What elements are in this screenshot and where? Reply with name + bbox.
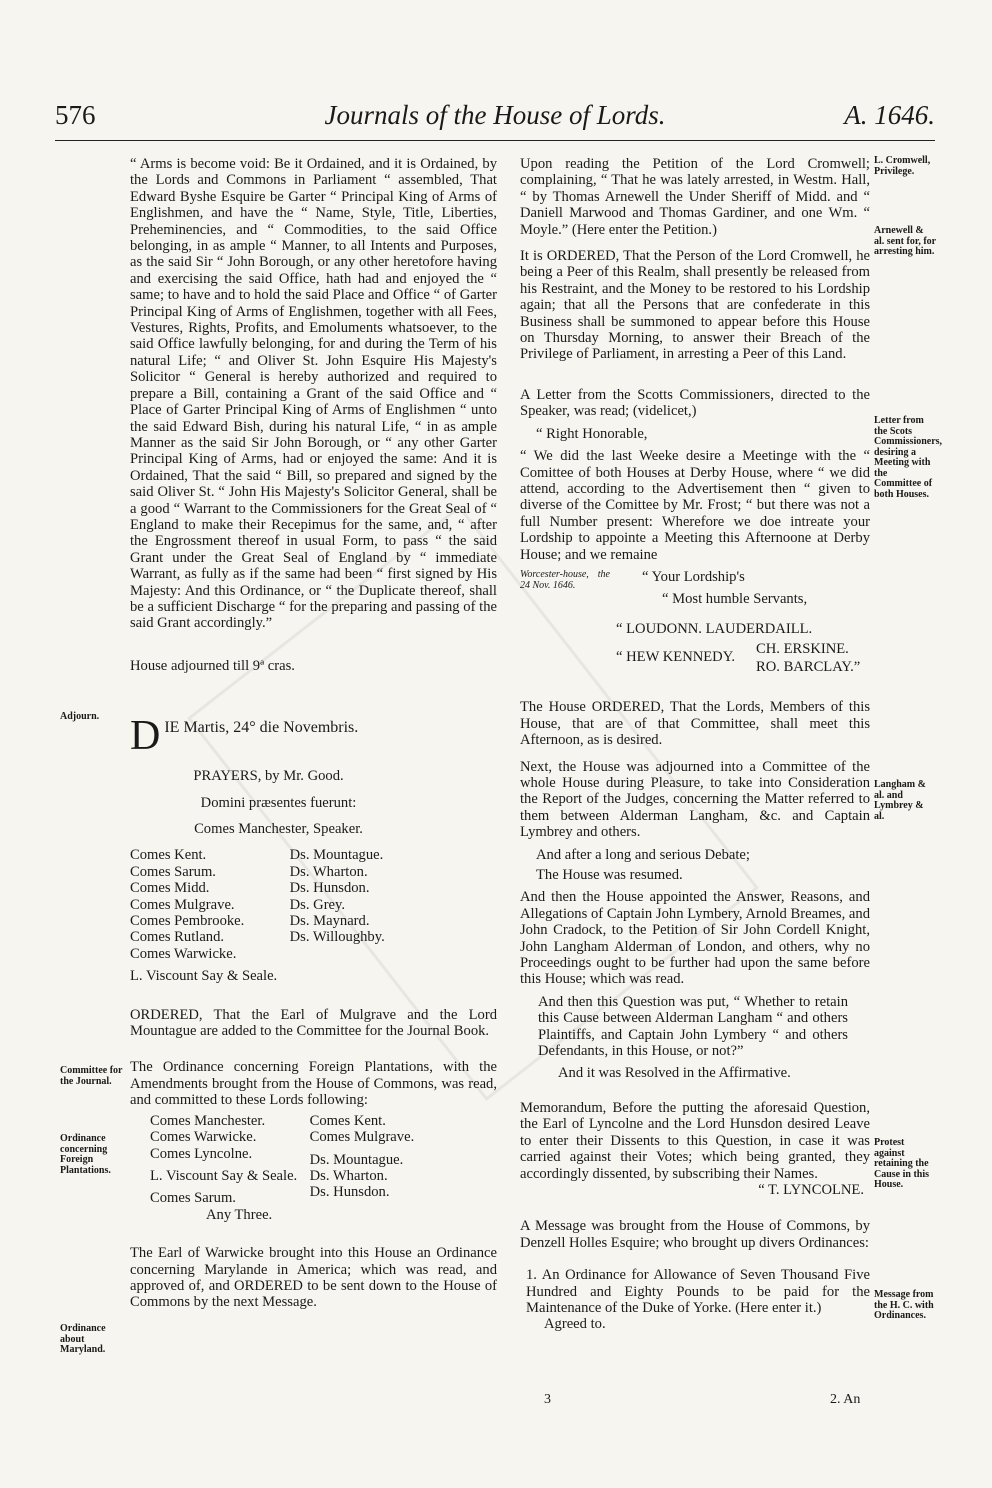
page-number: 576	[55, 100, 96, 130]
letter-closing	[520, 569, 870, 609]
plantations-text: The Ordinance concerning Foreign Plantations, with the Amendments brought from the House of Commons, was read, and committed to these Lords following:	[130, 1059, 497, 1109]
margin-note-protest: Protest against retaining the Cause in this House.	[874, 1137, 930, 1190]
left-column	[130, 156, 497, 1311]
letter-body: “ We did the last Weeke desire a Meetinge with the “ Comittee of both Houses at Derby House, where “ we did attend, according to the Advertisement then “ given to diverse of the Comittee by Mr. Frost; “ but there was not a full Number present: Wherefore we doe intreate your Lordship to appointe a Meeting this Afternoone at Derby House; and we remaine	[520, 448, 870, 563]
present-lords-list	[130, 847, 497, 962]
margin-note-message: Message from the H. C. with Ordinances.	[874, 1289, 934, 1321]
committee-whole: Next, the House was adjourned into a Committee of the whole House during Pleasure, to take into Consideration the Report of the Judges, concerning the Matter referred to them between Alderman Langham, &c. and Captain Lymbrey and others.	[520, 758, 870, 841]
ordinance-text: “ Arms is become void: Be it Ordained, and it is Ordained, by the Lords and Commons in Parliament “ assembled, That Edward Byshe Esquire be Garter “ Principal King of Arms of Englishmen, and have the “ Name, Style, Title, Liberties, Preheminencies, and “ Commodities, to the said Office belonging, in as ample “ Manner, to all Intents and Purposes, as the said Sir “ John Borough, or any other heretofore having and exercising the said Office, hath had and enjoyed the “ same; to have and to hold the said Place and Office “ of Garter Principal King of Arms of Englishmen, together with all Fees, Vestures, Rights, Profits, and Emoluments whatsoever, to the said Office lawfully belonging, for and during the Term of his natural Life; “ and Oliver St. John Esquire His Majesty's Solicitor “ General is hereby authorized and required to prepare a Bill, containing a Grant of the said Office and “ Place of Garter Principal King of Arms of Englishmen “ unto the said Edward Bish, during his natural Life, “ in as ample Manner as the said Sir John Borough, or “ any other Garter Principal King of Arms, had or enjoyed the same: And it is Ordained, That the said “ Bill, so prepared and signed by the said Oliver St. “ John His Majesty's Solicitor General, shall be a good “ Warrant to the Commissioners for the Great Seal of “ England to make their Recepimus for the same, and, “ after the Engrossment thereof in usual Form, to pass “ the said Grant under the Great Seal of England by “ immediate Warrant, as fully as if the same had been “ first signed by His Majesty: And this Ordinance, or “ the Duplicate thereof, shall be a sufficient Discharge “ for the preparing and passing of the said Grant accordingly.”	[130, 156, 497, 632]
signatures-line-2: “ HEW KENNEDY. CH. ERSKINE. RO. BARCLAY.”	[616, 641, 861, 676]
margin-note-adjourn: Adjourn.	[60, 711, 100, 722]
present-barons: Ds. Mountague. Ds. Wharton. Ds. Hunsdon. Ds. Grey. Ds. Maynard. Ds. Willoughby.	[289, 847, 385, 946]
letter-intro: A Letter from the Scotts Commissioners, directed to the Speaker, was read; (videlicet,)	[520, 386, 870, 420]
margin-note-cromwell: L. Cromwell, Privilege.	[874, 155, 931, 177]
meet-order: The House ORDERED, That the Lords, Members of this House, that are of that Committee, shall meet this Afternoon, as is desired.	[520, 699, 870, 749]
resumed-line: The House was resumed.	[536, 867, 683, 883]
signature-mark: 3	[544, 1392, 551, 1407]
ordinance-item-1: 1. An Ordinance for Allowance of Seven Thousand Five Hundred and Eighty Pounds to be paid for the Maintenance of the Duke of Yorke. (Here enter it.)	[526, 1267, 870, 1316]
any-three: Any Three.	[206, 1206, 273, 1223]
prayers-line: PRAYERS, by Mr. Good.	[193, 768, 344, 785]
resolved-line: And it was Resolved in the Affirmative.	[558, 1065, 791, 1082]
margin-note-letter: Letter from the Scots Commissioners, desiring a Meeting with the Committee of both Houses.	[874, 415, 943, 500]
committee-order: ORDERED, That the Earl of Mulgrave and the Lord Mountague are added to the Committee for the Journal Book.	[130, 1006, 497, 1040]
margin-note-plantations: Ordinance concerning Foreign Plantations.	[60, 1133, 111, 1176]
year-heading: A. 1646.	[844, 100, 935, 130]
debate-line: And after a long and serious Debate;	[536, 846, 750, 863]
question-text: And then this Question was put, “ Whether to retain this Cause between Alderman Langham “ and others Plaintiffs, and Captain John Lymbery “ and others Defendants, in this House, or not?”	[538, 993, 848, 1060]
signatures-line-1: “ LOUDONN. LAUDERDAILL.	[616, 620, 813, 637]
day-heading: DIE Martis, 24° die Novembris.	[130, 713, 359, 760]
closing-line-2: “ Most humble Servants,	[662, 590, 808, 607]
letter-dateline: Worcester-house, the 24 Nov. 1646.	[520, 568, 610, 591]
header-rule	[55, 140, 935, 141]
page-header	[55, 100, 935, 140]
margin-note-langham: Langham & al. and Lymbrey & al.	[874, 779, 926, 822]
adjourn-text: House adjourned till 9ª cras.	[130, 657, 295, 674]
right-column	[520, 156, 870, 1333]
journal-title: Journals of the House of Lords.	[324, 100, 666, 130]
agreed-line: Agreed to.	[544, 1316, 606, 1333]
speaker-line: Comes Manchester, Speaker.	[194, 821, 363, 837]
closing-line-1: “ Your Lordship's	[642, 568, 745, 585]
drop-cap: D	[130, 713, 161, 760]
message-text: A Message was brought from the House of Commons, by Denzell Holles Esquire; who brought up divers Ordinances:	[520, 1218, 870, 1251]
margin-note-arnewell: Arnewell & al. sent for, for arresting him.	[874, 225, 936, 257]
arnewell-order: It is ORDERED, That the Person of the Lord Cromwell, he being a Peer of this Realm, shall presently be released from his Restraint, and the Money to be restored to his Lordship again; that all the Persons that are confederate in this Business shall be summoned to appear before this House on Thursday Morning, to answer their Breach of the Privilege of Parliament, in arresting a Peer of this Land.	[520, 248, 870, 363]
margin-note-committee: Committee for the Journal.	[60, 1065, 123, 1087]
answer-text: And then the House appointed the Answer, Reasons, and Allegations of Captain John Lymbery, Arnold Breames, and John Cradock, to the Petition of Sir John Cordell Knight, John Langham Alderman of London, and others, why no Proceedings ought to be further had upon the same before this House; which was read.	[520, 889, 870, 988]
lyncolne-signature: “ T. LYNCOLNE.	[758, 1181, 864, 1198]
maryland-text: The Earl of Warwicke brought into this House an Ordinance concerning Marylande in America; which was read, and approved of, and ORDERED to be sent down to the House of Commons by the next Message.	[130, 1245, 497, 1311]
catchword: 2. An	[830, 1392, 861, 1407]
plantations-lords-list: Comes Manchester. Comes Warwicke. Comes Lyncolne. L. Viscount Say & Seale. Comes Sarum. Comes Kent. Comes Mulgrave. Ds. Mountague. Ds. Wharton. Ds. Hunsdon.	[150, 1112, 415, 1207]
margin-note-maryland: Ordinance about Maryland.	[60, 1323, 106, 1355]
letter-salutation: “ Right Honorable,	[536, 425, 648, 442]
viscount-line: L. Viscount Say & Seale.	[130, 968, 278, 985]
domini-line: Domini præsentes fuerunt:	[200, 794, 357, 811]
memorandum-text: Memorandum, Before the putting the aforesaid Question, the Earl of Lyncolne and the Lord Hunsdon desired Leave to enter their Dissents to this Question, in case it was carried against their Votes; which being granted, they accordingly dissented, by subscribing their Names.	[520, 1099, 870, 1182]
present-earls: Comes Kent. Comes Sarum. Comes Midd. Comes Mulgrave. Comes Pembrooke. Comes Rutland. Comes Warwicke.	[130, 847, 245, 962]
cromwell-text: Upon reading the Petition of the Lord Cromwell; complaining, “ That he was lately arrested, in Westm. Hall, “ by Thomas Arnewell the Under Sheriff of Midd. and “ Daniell Marwood and Thomas Gardiner, and one Wm. “ Moyle.” (Here enter the Petition.)	[520, 156, 870, 238]
